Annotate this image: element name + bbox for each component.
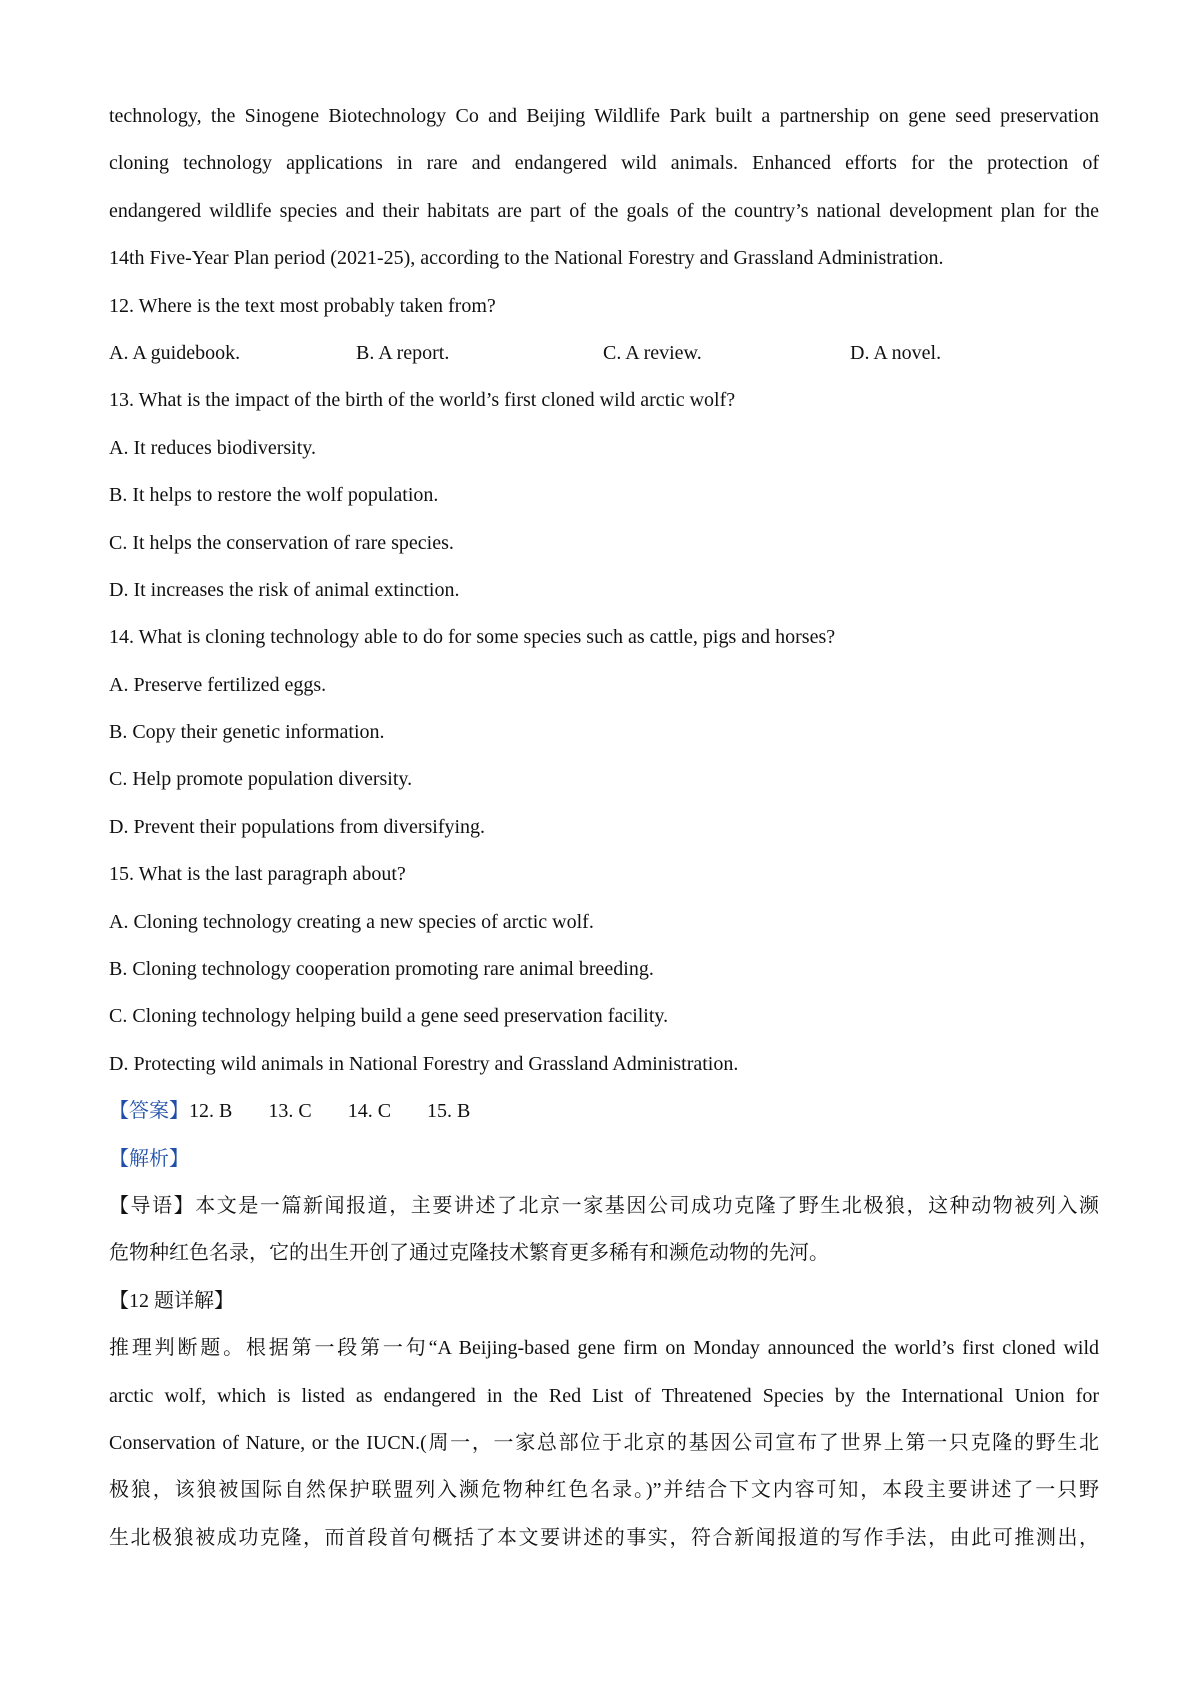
answer-item: 14. C	[347, 1100, 392, 1123]
passage-line: technology, the Sinogene Biotechnology Co and Beijing Wildlife Park built a partnership on gene seed preservation	[109, 105, 1099, 127]
question-12	[109, 283, 1099, 378]
passage-paragraph	[109, 93, 1099, 283]
inline-options	[109, 330, 1099, 377]
detail-paragraph	[109, 1325, 1099, 1562]
detail-line: 推理判断题。根据第一段第一句“A Beijing-based gene firm on Monday announced the world’s first cloned wild	[109, 1337, 1099, 1360]
question-stem: 13. What is the impact of the birth of the world’s first cloned wild arctic wolf?	[109, 389, 736, 412]
option-d: D. Prevent their populations from diversifying.	[109, 815, 486, 838]
question-stem: 14. What is cloning technology able to do for some species such as cattle, pigs and horses?	[109, 626, 836, 649]
analysis-intro	[109, 1183, 1099, 1278]
option-a: A. Cloning technology creating a new species of arctic wolf.	[109, 910, 594, 933]
answer-row	[109, 1088, 1099, 1135]
answer-label: 【答案】	[109, 1100, 189, 1123]
option-b: B. It helps to restore the wolf population.	[109, 484, 439, 507]
option-c: C. A review.	[603, 341, 702, 364]
question-stem: 12. Where is the text most probably taken from?	[109, 294, 496, 317]
answer-item: 15. B	[427, 1100, 471, 1123]
passage-line: cloning technology applications in rare and endangered wild animals. Enhanced efforts for the protection of	[109, 152, 1099, 175]
analysis-label: 【解析】	[109, 1147, 189, 1170]
option-c: C. Cloning technology helping build a gene seed preservation facility.	[109, 1005, 669, 1028]
question-14	[109, 614, 1099, 851]
option-c: C. It helps the conservation of rare species.	[109, 531, 454, 554]
analysis-line: 危物种红色名录，它的出生开创了通过克隆技术繁育更多稀有和濒危动物的先河。	[109, 1242, 829, 1265]
question-13	[109, 377, 1099, 614]
option-d: D. Protecting wild animals in National Forestry and Grassland Administration.	[109, 1052, 739, 1075]
detail-title: 【12 题详解】	[109, 1289, 234, 1312]
option-b: B. Copy their genetic information.	[109, 721, 385, 744]
option-b: B. Cloning technology cooperation promoting rare animal breeding.	[109, 958, 654, 981]
question-15	[109, 851, 1099, 1088]
option-a: A. A guidebook.	[109, 341, 241, 364]
option-c: C. Help promote population diversity.	[109, 768, 413, 791]
detail-line: arctic wolf, which is listed as endangered in the Red List of Threatened Species by the International Union for	[109, 1384, 1099, 1407]
detail-line: 生北极狼被成功克隆，而首段首句概括了本文要讲述的事实，符合新闻报道的写作手法，由此可推测出，	[109, 1526, 1099, 1549]
detail-line: 极狼，该狼被国际自然保护联盟列入濒危物种红色名录。)”并结合下文内容可知，本段主要讲述了一只野	[109, 1479, 1099, 1502]
passage-line: endangered wildlife species and their habitats are part of the goals of the country’s national development plan for the	[109, 199, 1099, 222]
option-d: D. A novel.	[850, 341, 942, 364]
option-d: D. It increases the risk of animal extinction.	[109, 578, 460, 601]
analysis-line: 【导语】本文是一篇新闻报道，主要讲述了北京一家基因公司成功克隆了野生北极狼，这种动物被列入濒	[109, 1194, 1099, 1217]
answer-item: 13. C	[268, 1100, 312, 1123]
document-page	[109, 93, 1099, 1562]
option-b: B. A report.	[356, 341, 450, 364]
question-stem: 15. What is the last paragraph about?	[109, 863, 406, 886]
option-a: A. It reduces biodiversity.	[109, 436, 316, 459]
passage-line: 14th Five-Year Plan period (2021-25), according to the National Forestry and Grassland Administration.	[109, 247, 944, 270]
answer-item: 12. B	[189, 1100, 233, 1123]
option-a: A. Preserve fertilized eggs.	[109, 673, 327, 696]
detail-line: Conservation of Nature, or the IUCN.(周一，一家总部位于北京的基因公司宣布了世界上第一只克隆的野生北	[109, 1431, 1099, 1454]
